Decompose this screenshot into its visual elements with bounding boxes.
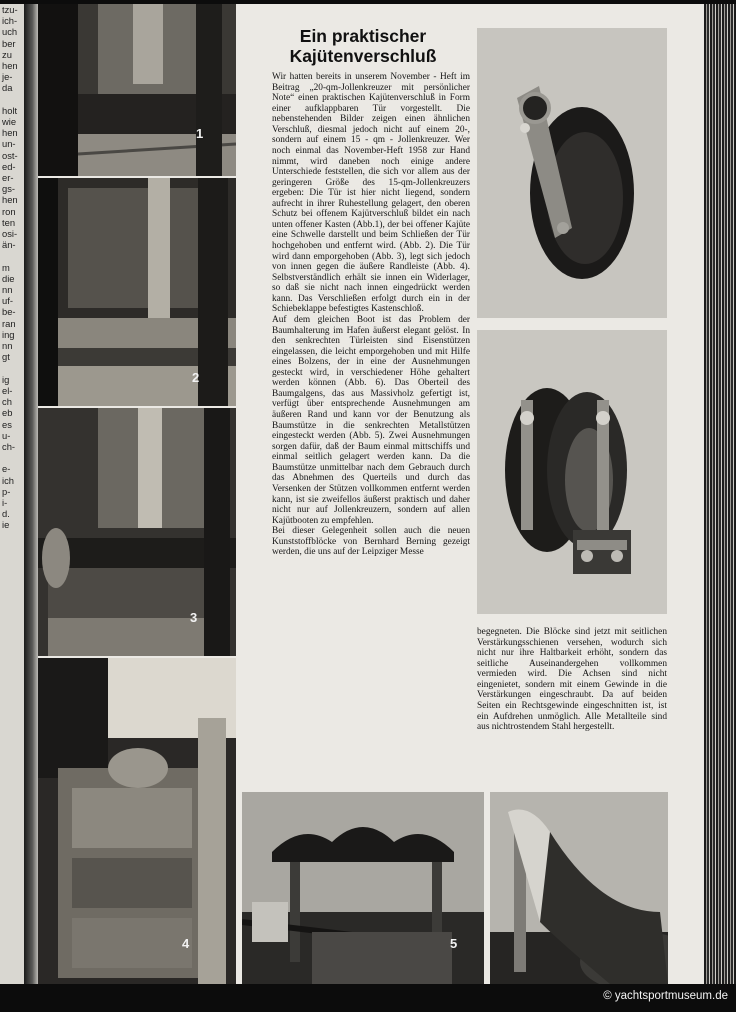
- previous-page-fragment: nn: [2, 340, 13, 352]
- paragraph-plastic-blocks: Bei dieser Gelegenheit sollen auch die neuen Kunststoffblöcke von Bernhard Berning gezeigt werden, die uns auf der Leipziger Messe: [272, 526, 470, 558]
- figure-number-3: 3: [190, 610, 198, 625]
- previous-page-fragment: gt: [2, 351, 10, 363]
- previous-page-fragment: nn: [2, 284, 13, 296]
- previous-page-fragment: m: [2, 261, 10, 273]
- photo-fig2-threshold-box: [38, 178, 236, 406]
- photo-single-block: [477, 28, 667, 318]
- previous-page-fragment: [0, 363, 26, 374]
- previous-page-fragment: ch-: [2, 440, 16, 452]
- photo-fig1-door-frame: [38, 4, 236, 176]
- photo-fig5-boom-support: [242, 792, 484, 984]
- previous-page-fragment: el-: [2, 384, 13, 396]
- previous-page-fragment: ing: [2, 328, 15, 340]
- book-page-edges: [704, 4, 736, 984]
- previous-page-fragment: es: [2, 418, 12, 430]
- figure-number-1: 1: [196, 126, 204, 141]
- previous-page-fragment: ten: [2, 216, 16, 228]
- previous-page-edge: [0, 4, 26, 984]
- previous-page-fragment: uf-: [2, 295, 13, 307]
- previous-page-fragment: un-: [2, 138, 16, 150]
- photo-fig6-iron-support-pin: [490, 792, 668, 984]
- previous-page-fragment: ron: [2, 205, 16, 217]
- previous-page-fragment: tzu-: [2, 4, 18, 15]
- previous-page-fragment: je-: [2, 71, 13, 83]
- previous-page-fragment: p-: [2, 485, 11, 497]
- previous-page-fragment: ost-: [2, 149, 18, 161]
- previous-page-fragment: osi-: [2, 228, 18, 240]
- previous-page-fragment: ich-: [2, 15, 18, 27]
- previous-page-fragment: da: [2, 82, 13, 94]
- page-gutter: [24, 4, 38, 984]
- previous-page-fragment: die: [2, 272, 15, 284]
- previous-page-fragment: än-: [2, 239, 16, 251]
- previous-page-fragment: eb: [2, 407, 13, 419]
- previous-page-fragment: wie: [2, 116, 17, 128]
- article-body-column-1: [272, 72, 470, 558]
- previous-page-fragment: holt: [2, 104, 18, 116]
- previous-page-fragment: u-: [2, 429, 11, 441]
- previous-page-fragment: [0, 250, 26, 261]
- figure-number-2: 2: [192, 370, 200, 385]
- title-line-2: Kajütenverschluß: [289, 46, 437, 66]
- paragraph-boom-support: Auf dem gleichen Boot ist das Problem der Baumhalterung im Hafen äußerst elegant gelöst. In den senkrechten Türleisten sind Eisenstützen eingelassen, die leicht emporgehoben und mit Hilfe eines Bolzens, der in eine der Ausnehmungen gesteckt wird, in verschiedener Höhe gehaltert werden können (Abb. 6). Das Oberteil des Baumgalgens, das aus Massivholz gefertigt ist, verfügt über entsprechende Ausnehmungen am äußeren Rand und kann vor der Benutzung als Baumstütze in die senkrechten Metallstützen eingesteckt werden (Abb. 5). Zwei Ausnehmungen sorgen dafür, daß der Baum einmal mittschiffs und einmal seitlich gelagert werden kann. Da die Baumstütze unmittelbar nach dem Gebrauch durch das Abnehmen des Querteils und durch das Versenken der Stützen vollkommen entfernt werden kann, ist sie zweifellos äußerst praktisch und daher nicht nur auf Jollenkreuzern, sondern auf allen Kajütbooten zu empfehlen.: [272, 314, 470, 526]
- previous-page-fragment: ch: [2, 396, 12, 408]
- photo-fig3-door-raised: [38, 408, 236, 656]
- title-line-1: Ein praktischer: [299, 26, 427, 46]
- previous-page-fragment: ich: [2, 474, 14, 486]
- previous-page-fragment: be-: [2, 306, 16, 318]
- figure-number-4: 4: [182, 936, 190, 951]
- article-body-column-2: [477, 627, 667, 733]
- previous-page-fragment: [0, 94, 26, 105]
- previous-page-fragment: ed-: [2, 160, 16, 172]
- watermark-credit: © yachtsportmuseum.de: [603, 990, 728, 1002]
- previous-page-fragment: ig: [2, 373, 10, 385]
- paragraph-block-details: begegneten. Die Blöcke sind jetzt mit seitlichen Verstärkungsschienen versehen, wodurch sich nicht nur ihre Haltbarkeit erhöht, sondern das seitliche Auseinandergehen vollkommen vermieden wird. Die Achsen sind nicht eingenietet, sondern mit einem Gewinde in die Verstärkungen eingeschraubt. Da auf beiden Seiten ein Rechtsgewinde eingeschnitten ist, ist ein Aufdrehen unmöglich. Alle Metallteile sind aus nichtrostendem Stahl hergestellt.: [477, 627, 667, 733]
- previous-page-fragment: gs-: [2, 183, 16, 195]
- previous-page-fragment: zu: [2, 48, 12, 60]
- previous-page-fragment: d.: [2, 508, 10, 520]
- previous-page-fragment: er-: [2, 172, 14, 184]
- previous-page-fragment: [0, 452, 26, 463]
- previous-page-fragment: hen: [2, 127, 18, 139]
- figure-number-5: 5: [450, 936, 458, 951]
- previous-page-fragment: ber: [2, 37, 16, 49]
- previous-page-fragment: hen: [2, 60, 18, 72]
- photo-fig4-door-closed: [38, 658, 236, 984]
- previous-page-fragment: i-: [2, 496, 8, 508]
- previous-page-fragment: e-: [2, 463, 11, 475]
- paragraph-door-closure: Wir hatten bereits in unserem November - Heft im Beitrag „20-qm-Jollenkreuzer mit persönlicher Note“ einen praktischen Kajütenverschluß in Form einer aufklappbaren Tür vorgestellt. Die nebenstehenden Bilder zeigen einen ähnlichen Verschluß, diesmal jedoch nicht auf einem 20-, sondern auf einem 15 - qm - Jollenkreuzer. Wer noch einmal das November-Heft 1958 zur Hand nimmt, wird daneben noch einige andere Unterschiede feststellen, die sich vor allem aus der geringeren Größe des 15-qm-Jollenkreuzers ergeben: Die Tür ist hier nicht liegend, sondern aufrecht in ihrer Ruhestellung gelagert, den oberen Schutz bei offenem Kajütverschluß bildet ein nach unten offener Kasten (Abb.1), der bei offener Kajüte eine Schwelle darstellt und beim Schließen der Tür hochgehoben und entfernt wird. (Abb. 2). Die Tür wird dann emporgehoben (Abb. 3), legt sich jedoch von innen gegen die äußere Randleiste (Abb. 4). Selbstverständlich erhält sie innen ein Widerlager, so daß sie nicht nach innen eingedrückt werden kann. Das Verschließen erfolgt durch ein in der Schiebeklappe befestigtes Kastenschloß.: [272, 72, 470, 315]
- previous-page-fragment: uch: [2, 26, 18, 38]
- previous-page-fragment: hen: [2, 194, 18, 206]
- previous-page-fragment: ie: [2, 519, 10, 531]
- previous-page-fragment: ran: [2, 317, 16, 329]
- article-title: [256, 26, 470, 66]
- photo-double-block: [477, 330, 667, 614]
